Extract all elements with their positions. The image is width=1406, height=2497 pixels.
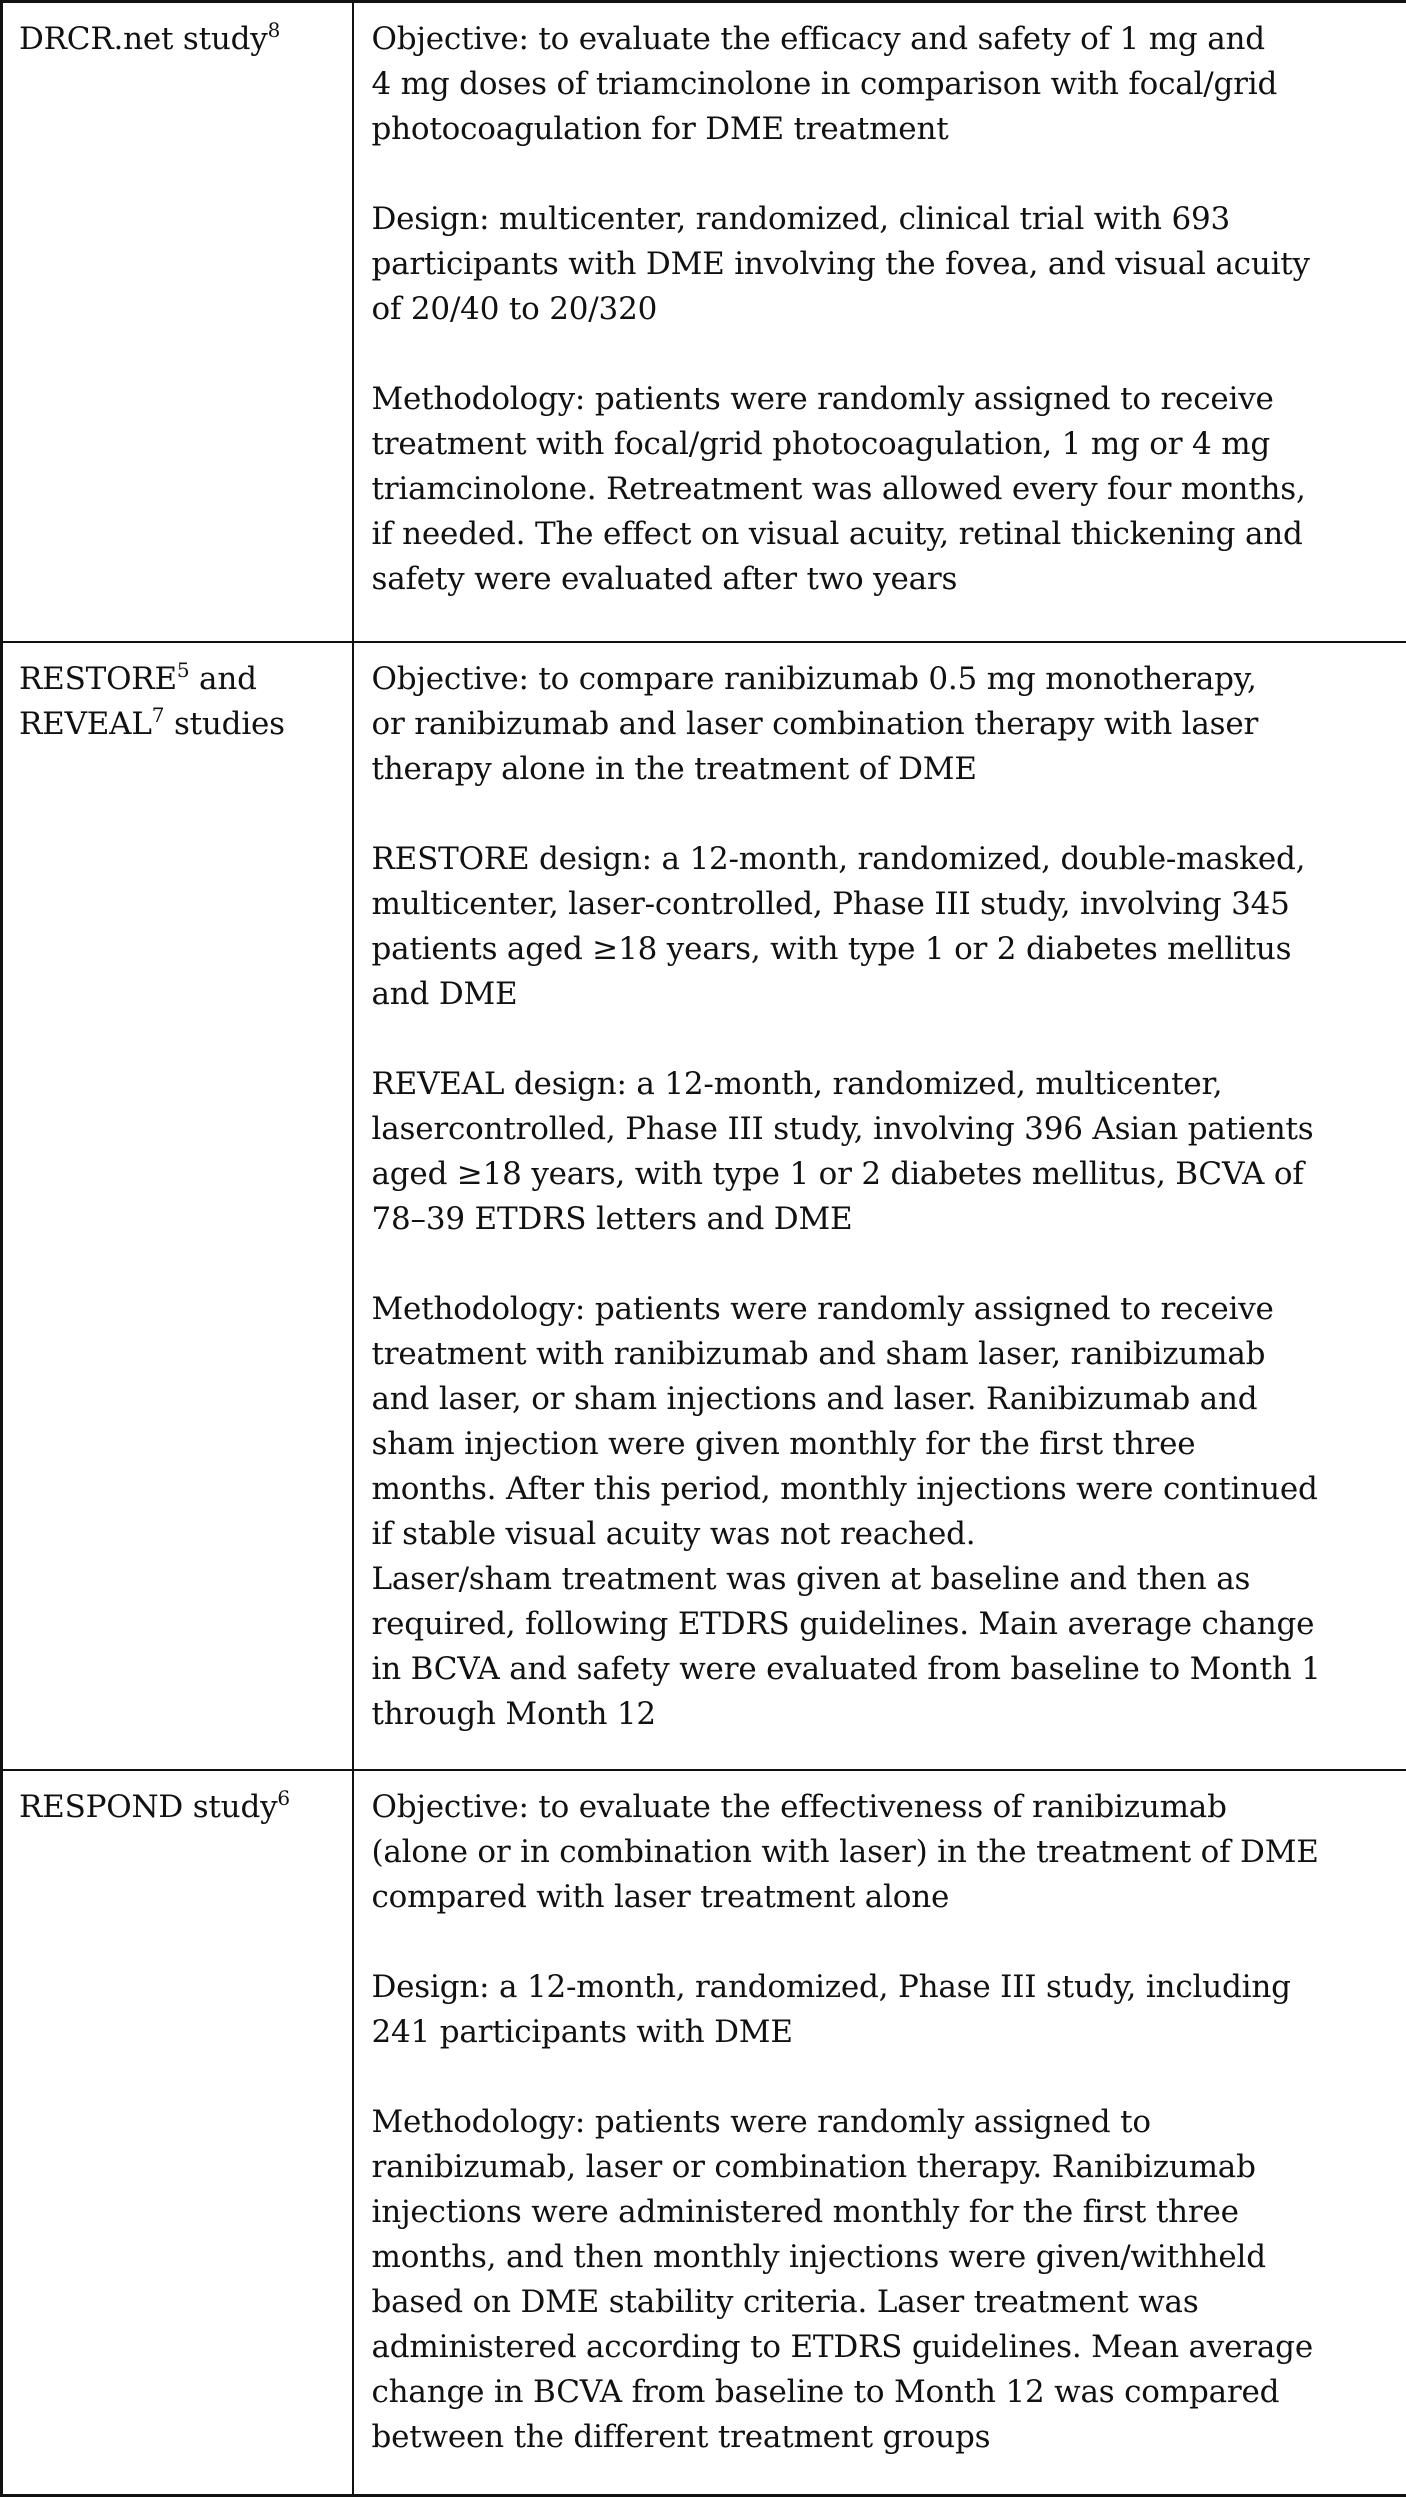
paragraph-methodology xyxy=(372,1287,1389,1737)
study-description-cell xyxy=(353,1770,1406,2496)
paragraph-restore-design xyxy=(372,837,1389,1017)
text-line: safety were evaluated after two years xyxy=(372,557,1389,602)
table-row-restore-reveal xyxy=(2,642,1406,1770)
text-line: REVEAL design: a 12-month, randomized, multicenter, xyxy=(372,1062,1389,1107)
study-name-text: RESTORE xyxy=(19,661,177,697)
text-line: Methodology: patients were randomly assigned to receive xyxy=(372,1287,1389,1332)
text-line: between the different treatment groups xyxy=(372,2415,1389,2460)
text-line: Methodology: patients were randomly assigned to receive xyxy=(372,377,1389,422)
text-line: aged ≥18 years, with type 1 or 2 diabetes mellitus, BCVA of xyxy=(372,1152,1389,1197)
study-name xyxy=(3,1771,352,1830)
study-name-text: REVEAL xyxy=(19,706,152,742)
text-line: sham injection were given monthly for the first three xyxy=(372,1422,1389,1467)
text-line: triamcinolone. Retreatment was allowed every four months, xyxy=(372,467,1389,512)
study-name-text: RESPOND study xyxy=(19,1789,277,1825)
text-line: if needed. The effect on visual acuity, retinal thickening and xyxy=(372,512,1389,557)
text-line: Objective: to evaluate the efficacy and safety of 1 mg and xyxy=(372,17,1389,62)
paragraph-objective xyxy=(372,657,1389,792)
text-line: therapy alone in the treatment of DME xyxy=(372,747,1389,792)
text-line: photocoagulation for DME treatment xyxy=(372,107,1389,152)
text-line: required, following ETDRS guidelines. Main average change xyxy=(372,1602,1389,1647)
table-row-drcr xyxy=(2,2,1406,642)
study-description xyxy=(354,643,1406,1737)
study-name-line xyxy=(19,702,336,747)
study-name-text: DRCR.net study xyxy=(19,21,268,57)
text-line: compared with laser treatment alone xyxy=(372,1875,1389,1920)
table-row-respond xyxy=(2,1770,1406,2496)
text-line: injections were administered monthly for the first three xyxy=(372,2190,1389,2235)
text-line: RESTORE design: a 12-month, randomized, double-masked, xyxy=(372,837,1389,882)
paragraph-reveal-design xyxy=(372,1062,1389,1242)
study-name xyxy=(3,643,352,747)
study-name-line xyxy=(19,1785,336,1830)
text-line: change in BCVA from baseline to Month 12 was compared xyxy=(372,2370,1389,2415)
text-line: through Month 12 xyxy=(372,1692,1389,1737)
text-line: (alone or in combination with laser) in the treatment of DME xyxy=(372,1830,1389,1875)
study-name-suffix: and xyxy=(189,661,256,697)
text-line: Methodology: patients were randomly assigned to xyxy=(372,2100,1389,2145)
study-name-cell xyxy=(2,1770,353,2496)
text-line: and laser, or sham injections and laser. Ranibizumab and xyxy=(372,1377,1389,1422)
paragraph-objective xyxy=(372,1785,1389,1920)
study-name-suffix: studies xyxy=(164,706,285,742)
study-description-cell xyxy=(353,2,1406,642)
reference-superscript: 5 xyxy=(177,658,190,682)
text-line: treatment with ranibizumab and sham laser, ranibizumab xyxy=(372,1332,1389,1377)
study-name-line xyxy=(19,657,336,702)
text-line: Design: multicenter, randomized, clinical trial with 693 xyxy=(372,197,1389,242)
text-line: ranibizumab, laser or combination therapy. Ranibizumab xyxy=(372,2145,1389,2190)
reference-superscript: 6 xyxy=(277,1786,290,1810)
text-line: multicenter, laser-controlled, Phase III study, involving 345 xyxy=(372,882,1389,927)
text-line: participants with DME involving the fovea, and visual acuity xyxy=(372,242,1389,287)
text-line: and DME xyxy=(372,972,1389,1017)
study-name-cell xyxy=(2,2,353,642)
study-name-cell xyxy=(2,642,353,1770)
text-line: or ranibizumab and laser combination therapy with laser xyxy=(372,702,1389,747)
text-line: in BCVA and safety were evaluated from baseline to Month 1 xyxy=(372,1647,1389,1692)
paragraph-methodology xyxy=(372,2100,1389,2460)
study-description xyxy=(354,3,1406,602)
text-line: treatment with focal/grid photocoagulation, 1 mg or 4 mg xyxy=(372,422,1389,467)
text-line: 241 participants with DME xyxy=(372,2010,1389,2055)
reference-superscript: 7 xyxy=(152,703,165,727)
paragraph-methodology xyxy=(372,377,1389,602)
paragraph-objective xyxy=(372,17,1389,152)
text-line: 78–39 ETDRS letters and DME xyxy=(372,1197,1389,1242)
paragraph-design xyxy=(372,197,1389,332)
text-line: months. After this period, monthly injections were continued xyxy=(372,1467,1389,1512)
study-name-line xyxy=(19,17,336,62)
text-line: 4 mg doses of triamcinolone in comparison with focal/grid xyxy=(372,62,1389,107)
text-line: patients aged ≥18 years, with type 1 or 2 diabetes mellitus xyxy=(372,927,1389,972)
text-line: of 20/40 to 20/320 xyxy=(372,287,1389,332)
text-line: Laser/sham treatment was given at baseline and then as xyxy=(372,1557,1389,1602)
text-line: administered according to ETDRS guidelines. Mean average xyxy=(372,2325,1389,2370)
text-line: Design: a 12-month, randomized, Phase III study, including xyxy=(372,1965,1389,2010)
paragraph-design xyxy=(372,1965,1389,2055)
text-line: Objective: to compare ranibizumab 0.5 mg monotherapy, xyxy=(372,657,1389,702)
study-description-cell xyxy=(353,642,1406,1770)
reference-superscript: 8 xyxy=(268,18,281,42)
study-name xyxy=(3,3,352,62)
text-line: if stable visual acuity was not reached. xyxy=(372,1512,1389,1557)
text-line: lasercontrolled, Phase III study, involving 396 Asian patients xyxy=(372,1107,1389,1152)
text-line: months, and then monthly injections were given/withheld xyxy=(372,2235,1389,2280)
text-line: based on DME stability criteria. Laser treatment was xyxy=(372,2280,1389,2325)
text-line: Objective: to evaluate the effectiveness of ranibizumab xyxy=(372,1785,1389,1830)
study-description xyxy=(354,1771,1406,2460)
